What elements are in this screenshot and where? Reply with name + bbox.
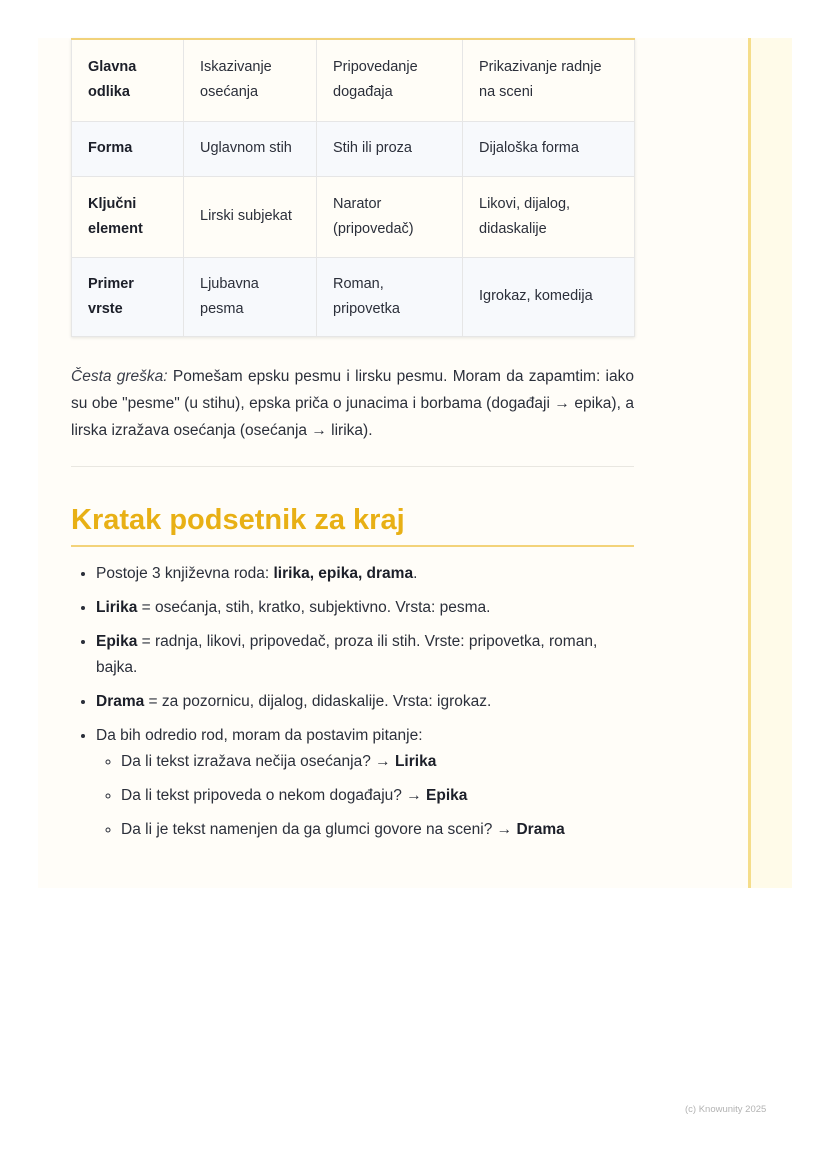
table-row	[72, 121, 635, 176]
cell-epika: Narator (pripovedač)	[317, 176, 463, 257]
table-row	[72, 176, 635, 257]
copyright-footer: (c) Knowunity 2025	[685, 1104, 767, 1115]
list-item	[96, 561, 634, 587]
question-list	[96, 749, 634, 843]
summary-list	[71, 561, 634, 843]
list-item	[96, 723, 634, 843]
item-text: Postoje 3 književna roda:	[96, 564, 274, 582]
note-text: Pomešam epsku pesmu i lirsku pesmu. Moram da zapamtim: iako su obe "pesme" (u stihu), epska priča o junacima i borbama (događaji → epika), a lirska izražava osećanja (osećanja → lirika).	[71, 367, 634, 439]
cell-drama: Likovi, dijalog, didaskalije	[463, 176, 635, 257]
item-bold: Epika	[96, 632, 138, 650]
question-text: Da li tekst pripoveda o nekom događaju? →	[121, 786, 427, 804]
item-text: .	[413, 564, 418, 582]
item-text: = osećanja, stih, kratko, subjektivno. Vrsta: pesma.	[137, 598, 491, 616]
question-answer: Lirika	[394, 752, 437, 770]
cell-lirika: Ljubavna pesma	[184, 257, 317, 336]
question-answer: Drama	[516, 820, 565, 838]
question-item	[121, 783, 634, 809]
item-bold: Drama	[96, 692, 145, 710]
common-mistake-note	[71, 363, 634, 444]
row-header: Forma	[72, 121, 184, 176]
question-item	[121, 749, 634, 775]
cell-lirika: Lirski subjekat	[184, 176, 317, 257]
row-header: Ključni element	[72, 176, 184, 257]
item-text: = za pozornicu, dijalog, didaskalije. Vrsta: igrokaz.	[144, 692, 492, 710]
cell-lirika: Iskazivanje osećanja	[184, 39, 317, 121]
cell-epika: Pripovedanje događaja	[317, 39, 463, 121]
item-text: Da bih odredio rod, moram da postavim pitanje:	[96, 726, 423, 744]
cell-drama: Igrokaz, komedija	[463, 257, 635, 336]
table-row	[72, 257, 635, 336]
cell-epika: Stih ili proza	[317, 121, 463, 176]
item-bold: lirika, epika, drama	[273, 564, 414, 582]
row-header: Primer vrste	[72, 257, 184, 336]
section-title: Kratak podsetnik za kraj	[71, 501, 634, 547]
question-text: Da li tekst izražava nečija osećanja? →	[121, 752, 395, 770]
question-answer: Epika	[426, 786, 468, 804]
table-row	[72, 39, 635, 121]
note-label: Česta greška:	[71, 367, 168, 385]
question-item	[121, 817, 634, 843]
comparison-table	[71, 38, 635, 337]
cell-lirika: Uglavnom stih	[184, 121, 317, 176]
question-text: Da li je tekst namenjen da ga glumci govore na sceni? →	[121, 820, 517, 838]
page-content	[71, 38, 634, 851]
item-bold: Lirika	[96, 598, 138, 616]
cell-drama: Prikazivanje radnje na sceni	[463, 39, 635, 121]
section-divider	[71, 466, 634, 467]
cell-epika: Roman, pripovetka	[317, 257, 463, 336]
list-item	[96, 595, 634, 621]
document-page	[38, 38, 750, 888]
page-margin-strip	[748, 38, 792, 888]
list-item	[96, 689, 634, 715]
row-header: Glavna odlika	[72, 39, 184, 121]
cell-drama: Dijaloška forma	[463, 121, 635, 176]
list-item	[96, 629, 634, 681]
item-text: = radnja, likovi, pripovedač, proza ili stih. Vrste: pripovetka, roman, bajka.	[96, 632, 598, 676]
